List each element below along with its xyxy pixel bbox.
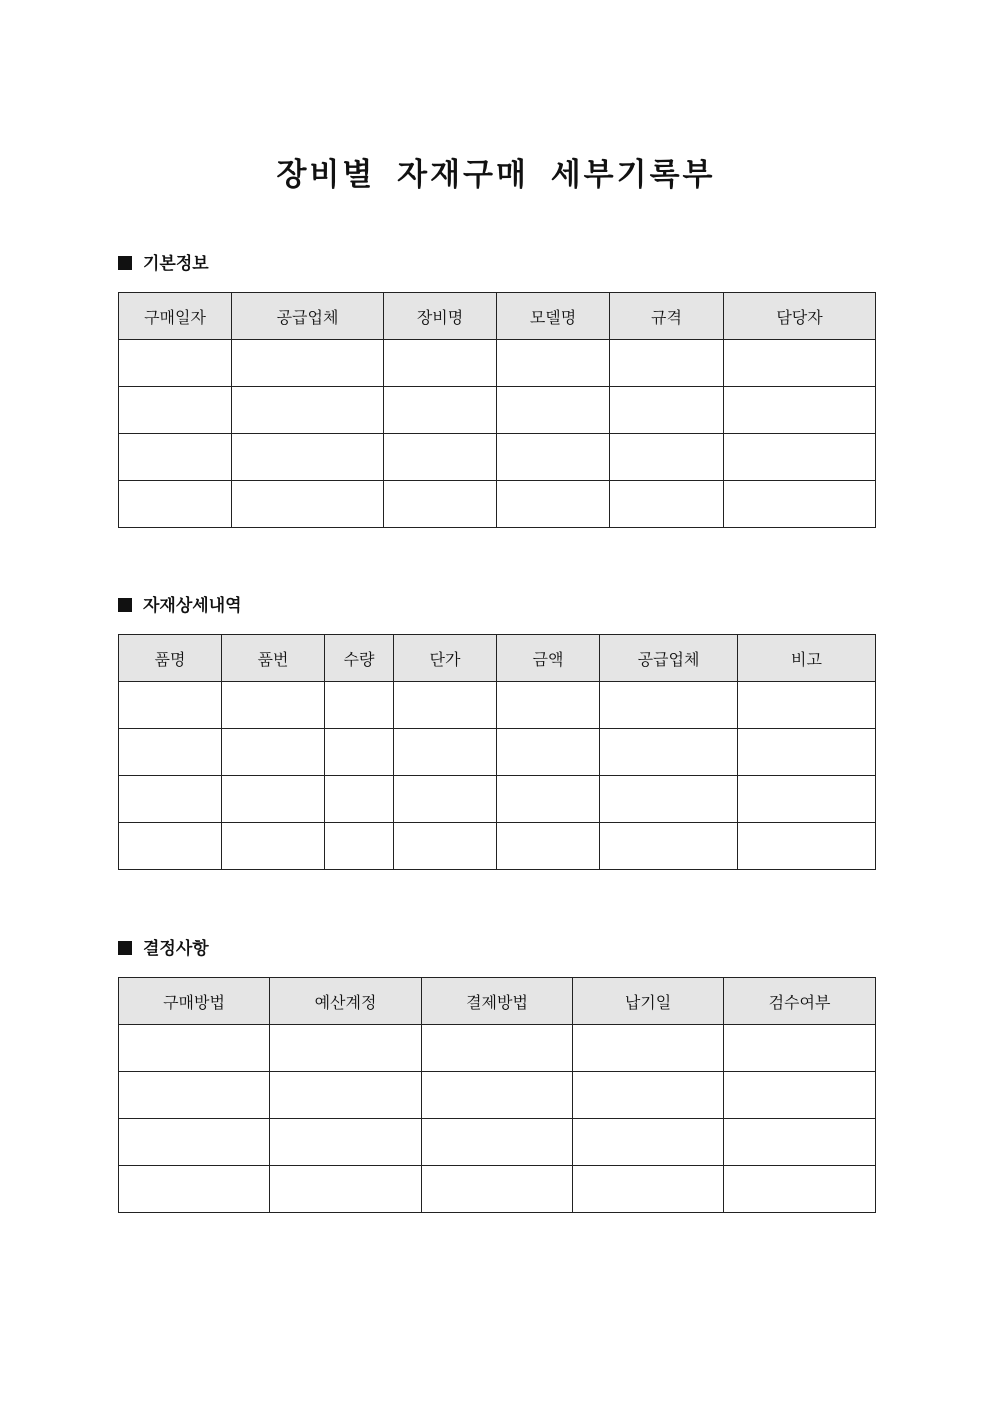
table-cell[interactable] [497, 387, 610, 434]
table-cell[interactable] [119, 729, 222, 776]
column-header: 품번 [222, 635, 325, 682]
table-cell[interactable] [394, 823, 497, 870]
decisions-table [118, 977, 876, 1213]
table-cell[interactable] [738, 682, 876, 729]
column-header: 구매방법 [119, 978, 270, 1025]
section-heading [118, 934, 875, 964]
table-cell[interactable] [724, 387, 876, 434]
table-cell[interactable] [573, 1072, 724, 1119]
table-cell[interactable] [270, 1166, 422, 1213]
column-header: 품명 [119, 635, 222, 682]
table-cell[interactable] [610, 434, 724, 481]
table-cell[interactable] [600, 682, 738, 729]
table-cell[interactable] [384, 340, 497, 387]
table-cell[interactable] [232, 434, 384, 481]
table-cell[interactable] [384, 387, 497, 434]
table-cell[interactable] [119, 682, 222, 729]
table-cell[interactable] [724, 1119, 876, 1166]
table-cell[interactable] [325, 776, 394, 823]
section-title: 결정사항 [143, 939, 209, 959]
table-row [119, 776, 876, 823]
column-header: 예산계정 [270, 978, 422, 1025]
section-heading [118, 591, 875, 621]
table-row [119, 682, 876, 729]
column-header: 단가 [394, 635, 497, 682]
table-cell[interactable] [119, 776, 222, 823]
column-header: 구매일자 [119, 293, 232, 340]
table-cell[interactable] [422, 1166, 573, 1213]
table-cell[interactable] [232, 387, 384, 434]
table-cell[interactable] [422, 1119, 573, 1166]
table-cell[interactable] [394, 682, 497, 729]
table-cell[interactable] [384, 481, 497, 528]
table-cell[interactable] [222, 776, 325, 823]
black-square-icon [118, 941, 132, 955]
column-header: 검수여부 [724, 978, 876, 1025]
table-cell[interactable] [394, 776, 497, 823]
section-title: 기본정보 [143, 254, 209, 274]
table-cell[interactable] [610, 340, 724, 387]
table-row [119, 1025, 876, 1072]
table-cell[interactable] [222, 729, 325, 776]
table-cell[interactable] [724, 481, 876, 528]
table-cell[interactable] [119, 823, 222, 870]
table-cell[interactable] [600, 776, 738, 823]
table-cell[interactable] [119, 1072, 270, 1119]
column-header: 공급업체 [600, 635, 738, 682]
column-header: 공급업체 [232, 293, 384, 340]
table-row [119, 340, 876, 387]
table-cell[interactable] [325, 682, 394, 729]
column-header: 납기일 [573, 978, 724, 1025]
table-cell[interactable] [573, 1119, 724, 1166]
table-cell[interactable] [497, 481, 610, 528]
section-material-details [118, 591, 875, 870]
table-cell[interactable] [270, 1119, 422, 1166]
table-row [119, 434, 876, 481]
table-cell[interactable] [497, 729, 600, 776]
table-cell[interactable] [119, 340, 232, 387]
table-row [119, 481, 876, 528]
table-cell[interactable] [394, 729, 497, 776]
table-cell[interactable] [724, 1025, 876, 1072]
table-cell[interactable] [119, 1166, 270, 1213]
section-heading [118, 249, 875, 279]
basic-info-table [118, 292, 876, 528]
section-basic-info [118, 249, 875, 528]
table-cell[interactable] [497, 340, 610, 387]
column-header: 장비명 [384, 293, 497, 340]
table-row [119, 1072, 876, 1119]
column-header: 비고 [738, 635, 876, 682]
column-header: 결제방법 [422, 978, 573, 1025]
table-cell[interactable] [600, 729, 738, 776]
table-cell[interactable] [497, 776, 600, 823]
column-header: 담당자 [724, 293, 876, 340]
table-cell[interactable] [119, 1119, 270, 1166]
table-cell[interactable] [724, 1166, 876, 1213]
table-cell[interactable] [325, 729, 394, 776]
column-header: 규격 [610, 293, 724, 340]
table-row [119, 1166, 876, 1213]
table-cell[interactable] [119, 434, 232, 481]
table-cell[interactable] [738, 729, 876, 776]
table-cell[interactable] [270, 1025, 422, 1072]
section-title: 자재상세내역 [143, 596, 242, 616]
table-row [119, 1119, 876, 1166]
table-cell[interactable] [232, 481, 384, 528]
black-square-icon [118, 598, 132, 612]
table-header-row [119, 293, 876, 340]
table-cell[interactable] [422, 1025, 573, 1072]
table-cell[interactable] [222, 682, 325, 729]
table-cell[interactable] [119, 1025, 270, 1072]
table-cell[interactable] [610, 481, 724, 528]
table-cell[interactable] [573, 1025, 724, 1072]
table-cell[interactable] [119, 387, 232, 434]
material-details-table [118, 634, 876, 870]
table-cell[interactable] [497, 823, 600, 870]
table-cell[interactable] [422, 1072, 573, 1119]
column-header: 금액 [497, 635, 600, 682]
table-cell[interactable] [724, 340, 876, 387]
table-header-row [119, 635, 876, 682]
table-cell[interactable] [119, 481, 232, 528]
table-cell[interactable] [270, 1072, 422, 1119]
table-cell[interactable] [222, 823, 325, 870]
table-cell[interactable] [738, 823, 876, 870]
table-cell[interactable] [325, 823, 394, 870]
table-cell[interactable] [497, 682, 600, 729]
table-cell[interactable] [384, 434, 497, 481]
section-decisions [118, 934, 875, 1213]
table-cell[interactable] [738, 776, 876, 823]
table-cell[interactable] [724, 1072, 876, 1119]
table-cell[interactable] [600, 823, 738, 870]
table-row [119, 387, 876, 434]
table-header-row [119, 978, 876, 1025]
column-header: 모델명 [497, 293, 610, 340]
table-row [119, 823, 876, 870]
black-square-icon [118, 256, 132, 270]
table-cell[interactable] [724, 434, 876, 481]
table-cell[interactable] [232, 340, 384, 387]
table-row [119, 729, 876, 776]
document-title: 장비별 자재구매 세부기록부 [276, 156, 716, 193]
column-header: 수량 [325, 635, 394, 682]
table-cell[interactable] [497, 434, 610, 481]
table-cell[interactable] [573, 1166, 724, 1213]
table-cell[interactable] [610, 387, 724, 434]
